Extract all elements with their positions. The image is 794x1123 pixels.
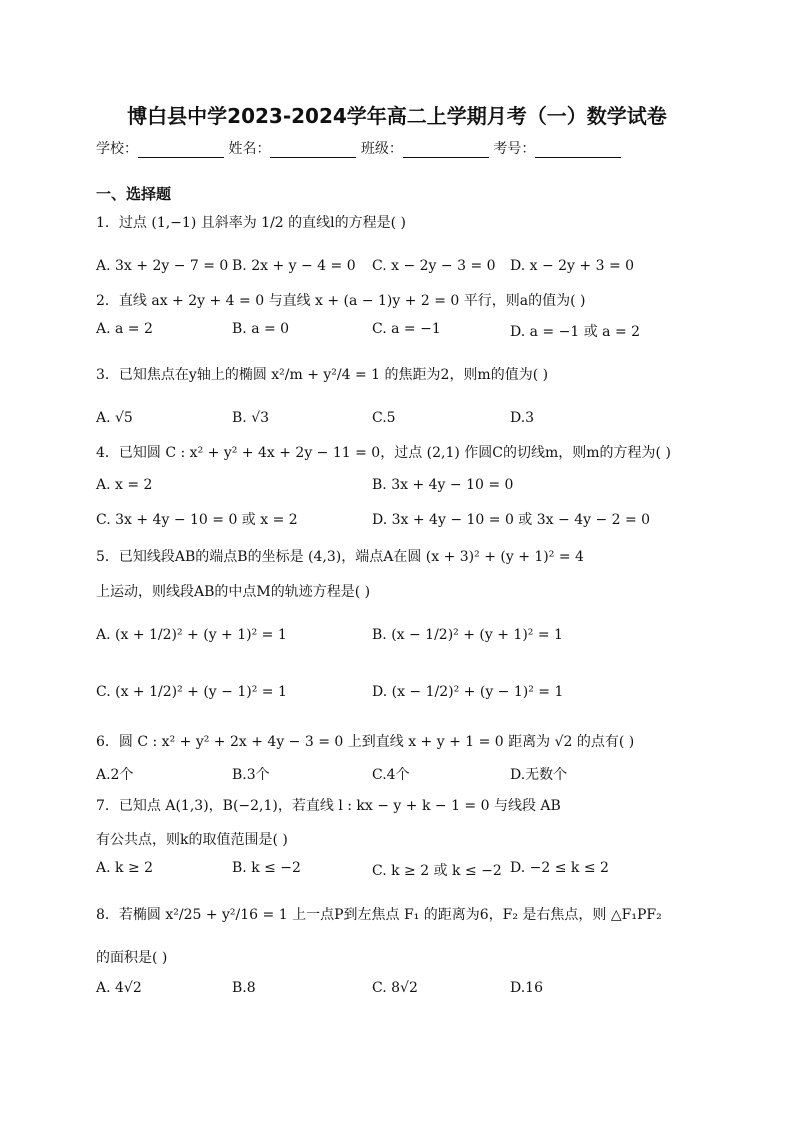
q4-option-a[interactable]: A. x = 2 [96,477,153,493]
question-6-stem: 6．圆 C : x² + y² + 2x + 4y − 3 = 0 上到直线 x + y + 1 = 0 距离为 √2 的点有( ) [96,734,635,750]
q5-option-d[interactable]: D. (x − 1/2)² + (y − 1)² = 1 [372,684,564,700]
school-label: 学校： [96,141,138,157]
q4-option-c[interactable]: C. 3x + 4y − 10 = 0 或 x = 2 [96,512,298,528]
q3-option-b[interactable]: B. √3 [232,410,270,426]
q2-option-a[interactable]: A. a = 2 [96,321,153,337]
q1-option-a[interactable]: A. 3x + 2y − 7 = 0 [96,258,229,274]
q6-option-a[interactable]: A.2个 [96,767,134,783]
number-blank[interactable] [535,145,621,158]
q1-option-c[interactable]: C. x − 2y − 3 = 0 [372,258,496,274]
q4-option-b[interactable]: B. 3x + 4y − 10 = 0 [372,477,514,493]
exam-title: 博白县中学2023-2024学年高二上学期月考（一）数学试卷 [127,104,667,128]
q7-option-a[interactable]: A. k ≥ 2 [96,860,154,876]
q8-option-a[interactable]: A. 4√2 [96,980,142,996]
q6-option-d[interactable]: D.无数个 [510,767,568,783]
school-blank[interactable] [138,145,224,158]
q2-option-b[interactable]: B. a = 0 [232,321,290,337]
q8-option-b[interactable]: B.8 [232,980,256,996]
question-2-stem: 2．直线 ax + 2y + 4 = 0 与直线 x + (a − 1)y + 2 = 0 平行，则a的值为( ) [96,293,586,309]
question-4-stem: 4．已知圆 C : x² + y² + 4x + 2y − 11 = 0，过点 (2,1) 作圆C的切线m，则m的方程为( ) [96,445,671,461]
question-7-stem: 7．已知点 A(1,3)，B(−2,1)，若直线 l : kx − y + k − 1 = 0 与线段 AB [96,798,561,814]
q5-option-a[interactable]: A. (x + 1/2)² + (y + 1)² = 1 [96,627,287,643]
q1-option-b[interactable]: B. 2x + y − 4 = 0 [232,258,356,274]
q7-option-b[interactable]: B. k ≤ −2 [232,860,301,876]
q6-option-b[interactable]: B.3个 [232,767,270,783]
q3-option-a[interactable]: A. √5 [96,410,133,426]
q7-option-c[interactable]: C. k ≥ 2 或 k ≤ −2 [372,863,502,879]
q1-option-d[interactable]: D. x − 2y + 3 = 0 [510,258,635,274]
q8-option-c[interactable]: C. 8√2 [372,980,418,996]
question-3-stem: 3．已知焦点在y轴上的椭圆 x²/m + y²/4 = 1 的焦距为2，则m的值为( ) [96,367,549,383]
class-blank[interactable] [403,145,489,158]
question-7-stem-cont: 有公共点，则k的取值范围是( ) [96,832,288,848]
student-info-line [96,138,621,158]
question-8-stem: 8．若椭圆 x²/25 + y²/16 = 1 上一点P到左焦点 F₁ 的距离为6，F₂ 是右焦点，则 △F₁PF₂ [96,907,662,923]
q3-option-c[interactable]: C.5 [372,410,396,426]
number-label: 考号： [493,141,536,157]
q2-option-d[interactable]: D. a = −1 或 a = 2 [510,324,641,340]
q5-option-b[interactable]: B. (x − 1/2)² + (y + 1)² = 1 [372,627,563,643]
section-heading: 一、选择题 [96,185,172,203]
class-label: 班级： [360,141,403,157]
q5-option-c[interactable]: C. (x + 1/2)² + (y − 1)² = 1 [96,684,287,700]
name-label: 姓名： [228,141,271,157]
q3-option-d[interactable]: D.3 [510,410,535,426]
question-5-stem: 5．已知线段AB的端点B的坐标是 (4,3)，端点A在圆 (x + 3)² + (y + 1)² = 4 [96,549,584,565]
name-blank[interactable] [270,145,356,158]
q6-option-c[interactable]: C.4个 [372,767,410,783]
q8-option-d[interactable]: D.16 [510,980,543,996]
q7-option-d[interactable]: D. −2 ≤ k ≤ 2 [510,860,609,876]
q4-option-d[interactable]: D. 3x + 4y − 10 = 0 或 3x − 4y − 2 = 0 [372,512,651,528]
question-8-stem-cont: 的面积是( ) [96,950,168,966]
question-1-stem: 1．过点 (1,−1) 且斜率为 1/2 的直线l的方程是( ) [96,215,407,231]
question-5-stem-cont: 上运动，则线段AB的中点M的轨迹方程是( ) [96,584,371,600]
q2-option-c[interactable]: C. a = −1 [372,321,441,337]
